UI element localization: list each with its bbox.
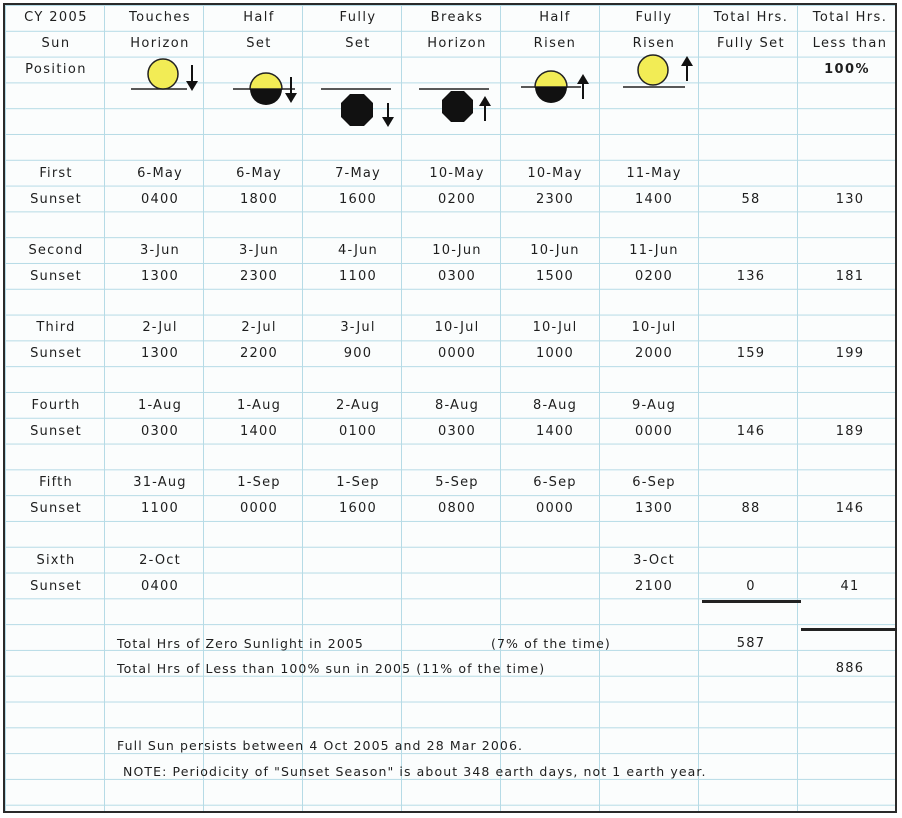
date-cell: 6-May <box>137 166 183 181</box>
date-cell: 6-Sep <box>632 475 676 490</box>
time-cell: 0000 <box>635 424 673 439</box>
total-less-than-cell: 146 <box>835 501 865 516</box>
sun-half-risen-icon <box>517 67 601 111</box>
full-sun-note: Full Sun persists between 4 Oct 2005 and 28 Mar 2006. <box>117 738 524 753</box>
date-cell <box>309 549 407 573</box>
header-row2-col5: Risen <box>533 36 577 51</box>
date-cell: 2-Aug <box>335 398 381 413</box>
row-name: Second <box>28 243 84 258</box>
time-cell: 2000 <box>635 346 673 361</box>
header-row2-col4: Horizon <box>427 36 487 51</box>
time-cell: 2200 <box>240 346 278 361</box>
row-name: Fourth <box>31 398 81 413</box>
time-cell: 1300 <box>141 269 179 284</box>
time-cell: 0100 <box>339 424 377 439</box>
percent-100-label: 100% <box>824 62 870 77</box>
sun-fully-set-icon <box>321 83 405 133</box>
date-cell: 8-Aug <box>532 398 578 413</box>
total-less-than-cell: 189 <box>835 424 865 439</box>
total-less-than-cell: 199 <box>835 346 865 361</box>
time-cell: 1100 <box>141 501 179 516</box>
header-row1-col4: Breaks <box>430 10 484 25</box>
time-cell: 1400 <box>635 192 673 207</box>
time-cell: 1300 <box>141 346 179 361</box>
time-cell: 0200 <box>635 269 673 284</box>
header-row1-col7: Total Hrs. <box>713 10 789 25</box>
header-row2-col1: Horizon <box>130 36 190 51</box>
time-cell: 2300 <box>536 192 574 207</box>
date-cell <box>210 549 308 573</box>
time-cell: 1400 <box>536 424 574 439</box>
spreadsheet <box>3 3 897 813</box>
row-name: Third <box>36 320 76 335</box>
time-cell <box>309 575 407 599</box>
header-row1-col3: Fully <box>339 10 377 25</box>
time-cell: 0200 <box>438 192 476 207</box>
header-row1-col0: CY 2005 <box>24 10 88 25</box>
total-less-than-cell: 41 <box>840 579 860 594</box>
row-name: Fifth <box>39 475 73 490</box>
total-less-than-cell: 130 <box>835 192 865 207</box>
date-cell: 10-Jul <box>631 320 677 335</box>
date-cell: 5-Sep <box>435 475 479 490</box>
time-cell: 0300 <box>141 424 179 439</box>
time-cell: 1500 <box>536 269 574 284</box>
date-cell: 3-Jun <box>140 243 180 258</box>
time-cell: 0800 <box>438 501 476 516</box>
time-cell: 0000 <box>536 501 574 516</box>
date-cell <box>506 549 604 573</box>
total-fully-set-cell: 136 <box>736 269 766 284</box>
date-cell: 3-Jul <box>340 320 376 335</box>
header-row1-col6: Fully <box>635 10 673 25</box>
time-cell: 0300 <box>438 269 476 284</box>
time-cell: 1100 <box>339 269 377 284</box>
time-cell: 900 <box>343 346 373 361</box>
time-cell: 1600 <box>339 501 377 516</box>
zero-sunlight-value: 587 <box>736 636 766 651</box>
date-cell: 2-Jul <box>142 320 178 335</box>
date-cell: 31-Aug <box>133 475 187 490</box>
date-cell: 3-Oct <box>633 553 675 568</box>
header-row1-col8: Total Hrs. <box>812 10 888 25</box>
date-cell: 1-Sep <box>336 475 380 490</box>
sun-half-set-icon <box>229 69 309 113</box>
time-cell: 0000 <box>240 501 278 516</box>
row-sunset-label: Sunset <box>30 501 82 516</box>
time-cell: 2100 <box>635 579 673 594</box>
less-than-full-sun-label: Total Hrs of Less than 100% sun in 2005 (11% of the time) <box>117 661 546 676</box>
periodicity-note: NOTE: Periodicity of "Sunset Season" is about 348 earth days, not 1 earth year. <box>123 764 707 779</box>
zero-sunlight-label: Total Hrs of Zero Sunlight in 2005 <box>117 636 364 651</box>
date-cell: 1-Sep <box>237 475 281 490</box>
date-cell: 2-Oct <box>139 553 181 568</box>
time-cell: 1600 <box>339 192 377 207</box>
header-row2-col0: Sun <box>41 36 71 51</box>
header-row1-col5: Half <box>539 10 571 25</box>
total-fully-set-cell: 146 <box>736 424 766 439</box>
zero-sunlight-percent: (7% of the time) <box>491 636 611 651</box>
time-cell: 0400 <box>141 192 179 207</box>
sun-breaks-horizon-icon <box>419 81 503 131</box>
date-cell <box>408 549 506 573</box>
date-cell: 10-May <box>429 166 485 181</box>
time-cell: 0300 <box>438 424 476 439</box>
total-fully-set-cell: 0 <box>746 579 756 594</box>
date-cell: 1-Aug <box>137 398 183 413</box>
total-less-underline <box>801 628 897 631</box>
time-cell: 1000 <box>536 346 574 361</box>
header-row2-col2: Set <box>246 36 272 51</box>
row-sunset-label: Sunset <box>30 579 82 594</box>
time-cell: 0000 <box>438 346 476 361</box>
row-sunset-label: Sunset <box>30 192 82 207</box>
header-row1-col1: Touches <box>129 10 191 25</box>
sun-fully-risen-icon <box>619 51 703 95</box>
sun-touches-horizon-icon <box>125 53 207 97</box>
total-fully-set-cell: 159 <box>736 346 766 361</box>
time-cell: 1800 <box>240 192 278 207</box>
header-row2-col7: Fully Set <box>716 36 785 51</box>
date-cell: 11-May <box>626 166 682 181</box>
date-cell: 1-Aug <box>236 398 282 413</box>
header-row2-col3: Set <box>345 36 371 51</box>
date-cell: 8-Aug <box>434 398 480 413</box>
total-fully-set-cell: 88 <box>741 501 761 516</box>
row-name: First <box>39 166 73 181</box>
time-cell <box>210 575 308 599</box>
total-fully-set-cell: 58 <box>741 192 761 207</box>
position-label: Position <box>25 62 87 77</box>
header-row1-col2: Half <box>243 10 275 25</box>
time-cell <box>408 575 506 599</box>
date-cell: 10-Jul <box>532 320 578 335</box>
row-sunset-label: Sunset <box>30 346 82 361</box>
time-cell: 1400 <box>240 424 278 439</box>
row-sunset-label: Sunset <box>30 269 82 284</box>
date-cell: 9-Aug <box>631 398 677 413</box>
date-cell: 3-Jun <box>239 243 279 258</box>
date-cell: 6-Sep <box>533 475 577 490</box>
date-cell: 6-May <box>236 166 282 181</box>
date-cell: 2-Jul <box>241 320 277 335</box>
row-sunset-label: Sunset <box>30 424 82 439</box>
time-cell: 2300 <box>240 269 278 284</box>
header-row2-col8: Less than <box>812 36 888 51</box>
total-less-than-cell: 181 <box>835 269 865 284</box>
date-cell: 10-May <box>527 166 583 181</box>
time-cell: 1300 <box>635 501 673 516</box>
date-cell: 4-Jun <box>338 243 378 258</box>
row-name: Sixth <box>36 553 76 568</box>
time-cell <box>506 575 604 599</box>
date-cell: 10-Jul <box>434 320 480 335</box>
date-cell: 10-Jun <box>530 243 580 258</box>
date-cell: 11-Jun <box>629 243 679 258</box>
total-fully-set-underline <box>702 600 801 603</box>
date-cell: 10-Jun <box>432 243 482 258</box>
less-than-full-sun-value: 886 <box>835 661 865 676</box>
date-cell: 7-May <box>335 166 381 181</box>
time-cell: 0400 <box>141 579 179 594</box>
header-row2-col6: Risen <box>632 36 676 51</box>
